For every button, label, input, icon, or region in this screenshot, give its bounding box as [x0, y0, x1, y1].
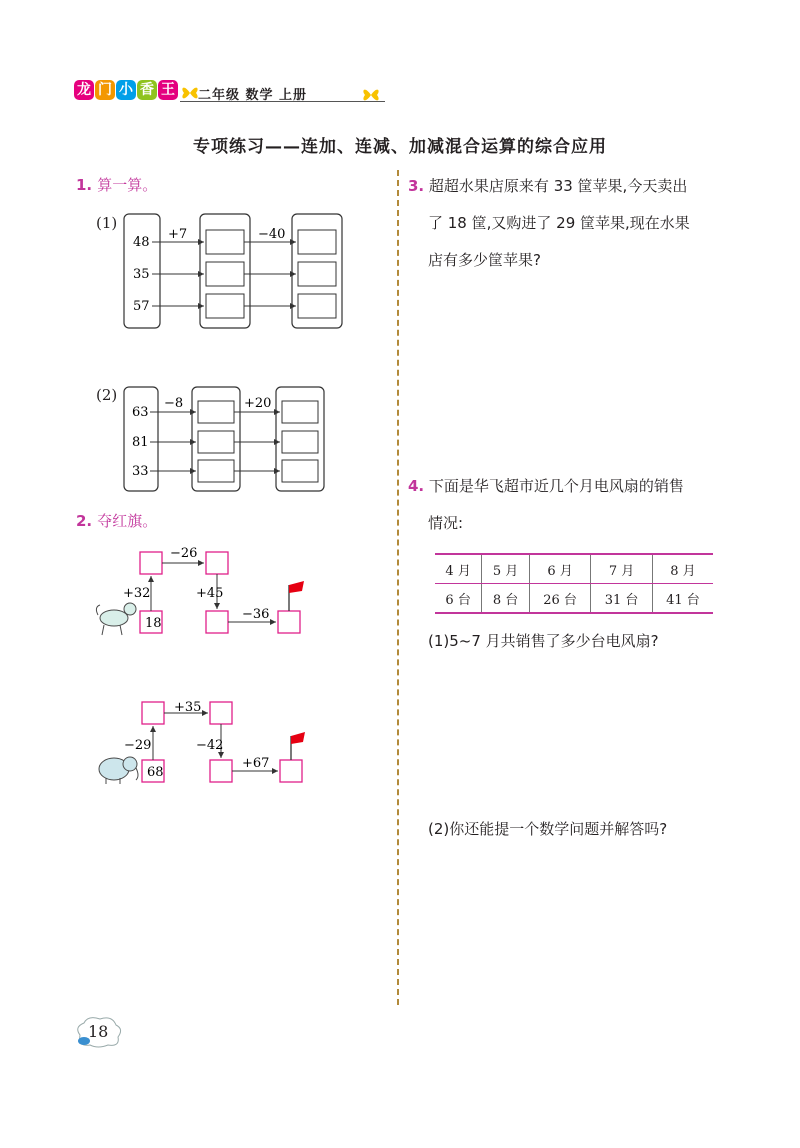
- input-value: 57: [133, 299, 150, 314]
- input-value: 81: [132, 435, 149, 450]
- question-2-heading: [76, 510, 157, 531]
- series-logo: [74, 80, 178, 102]
- page-number: 18: [88, 1022, 109, 1041]
- butterfly-icon: [180, 84, 200, 102]
- question-label: 夺红旗。: [97, 512, 158, 530]
- flag-puzzle-1: [92, 545, 312, 645]
- question-number: 1.: [76, 176, 93, 194]
- question-text: 了 18 筐,又购进了 29 筐苹果,现在水果: [428, 214, 690, 232]
- question-text: 下面是华飞超市近几个月电风扇的销售: [428, 477, 684, 495]
- question-number: 2.: [76, 512, 93, 530]
- page-number-badge: [72, 1015, 124, 1049]
- question-text: 情况:: [428, 514, 464, 532]
- table-cell: 8 台: [482, 584, 530, 614]
- header-rule: [180, 101, 385, 102]
- input-value: 35: [133, 267, 150, 282]
- question-label: 算一算。: [97, 176, 158, 194]
- question-number: 4.: [408, 477, 425, 495]
- input-value: 48: [133, 235, 150, 250]
- logo-char: 龙: [74, 80, 94, 100]
- table-cell: 31 台: [591, 584, 652, 614]
- question-3-line: [408, 168, 738, 205]
- flag-puzzle-2: [92, 696, 312, 792]
- sub-question-2: (2)你还能提一个数学问题并解答吗?: [428, 820, 668, 838]
- operation-label: +67: [242, 756, 270, 771]
- logo-char: 小: [116, 80, 136, 100]
- start-value: 18: [145, 616, 162, 631]
- table-row: [435, 554, 713, 584]
- operation-label: +45: [196, 586, 224, 601]
- operation-label: +35: [174, 700, 202, 715]
- question-text: 超超水果店原来有 33 筐苹果,今天卖出: [428, 177, 688, 195]
- part-label: (1): [96, 214, 118, 232]
- table-cell: 6 月: [529, 554, 590, 584]
- operation-label: +7: [168, 227, 188, 242]
- operation-label: +32: [123, 586, 151, 601]
- question-4-line: [408, 468, 738, 505]
- unicorn-icon: [96, 603, 136, 635]
- question-text: 店有多少筐苹果?: [428, 251, 541, 269]
- operation-label: −42: [196, 738, 224, 753]
- table-cell: 26 台: [529, 584, 590, 614]
- part-label: (2): [96, 386, 118, 404]
- question-3: [408, 168, 738, 279]
- table-cell: 8 月: [652, 554, 713, 584]
- sales-table: [435, 553, 713, 614]
- question-number: 3.: [408, 177, 425, 195]
- calc-flow-diagram-1: [120, 210, 350, 332]
- logo-char: 门: [95, 80, 115, 100]
- book-info: 二年级 数学 上册: [198, 88, 308, 103]
- table-cell: 5 月: [482, 554, 530, 584]
- sub-question-1: (1)5~7 月共销售了多少台电风扇?: [428, 632, 659, 650]
- table-cell: 7 月: [591, 554, 652, 584]
- input-value: 33: [132, 464, 149, 479]
- question-1-heading: [76, 174, 157, 195]
- operation-label: +20: [244, 396, 272, 411]
- operation-label: −29: [124, 738, 152, 753]
- operation-label: −36: [242, 607, 270, 622]
- start-value: 68: [147, 765, 164, 780]
- calc-flow-diagram-2: [120, 383, 335, 495]
- elephant-icon: [99, 757, 138, 784]
- input-value: 63: [132, 405, 149, 420]
- operation-label: −26: [170, 546, 198, 561]
- logo-char: 王: [158, 80, 178, 100]
- question-4: [408, 468, 738, 542]
- red-flag-icon: [289, 581, 304, 611]
- table-row: [435, 584, 713, 614]
- table-cell: 6 台: [435, 584, 482, 614]
- table-cell: 4 月: [435, 554, 482, 584]
- page-title: 专项练习——连加、连减、加减混合运算的综合应用: [193, 137, 607, 157]
- column-divider: [397, 170, 399, 1005]
- logo-char: 香: [137, 80, 157, 100]
- operation-label: −8: [164, 396, 184, 411]
- red-flag-icon: [291, 732, 305, 760]
- operation-label: −40: [258, 227, 286, 242]
- table-cell: 41 台: [652, 584, 713, 614]
